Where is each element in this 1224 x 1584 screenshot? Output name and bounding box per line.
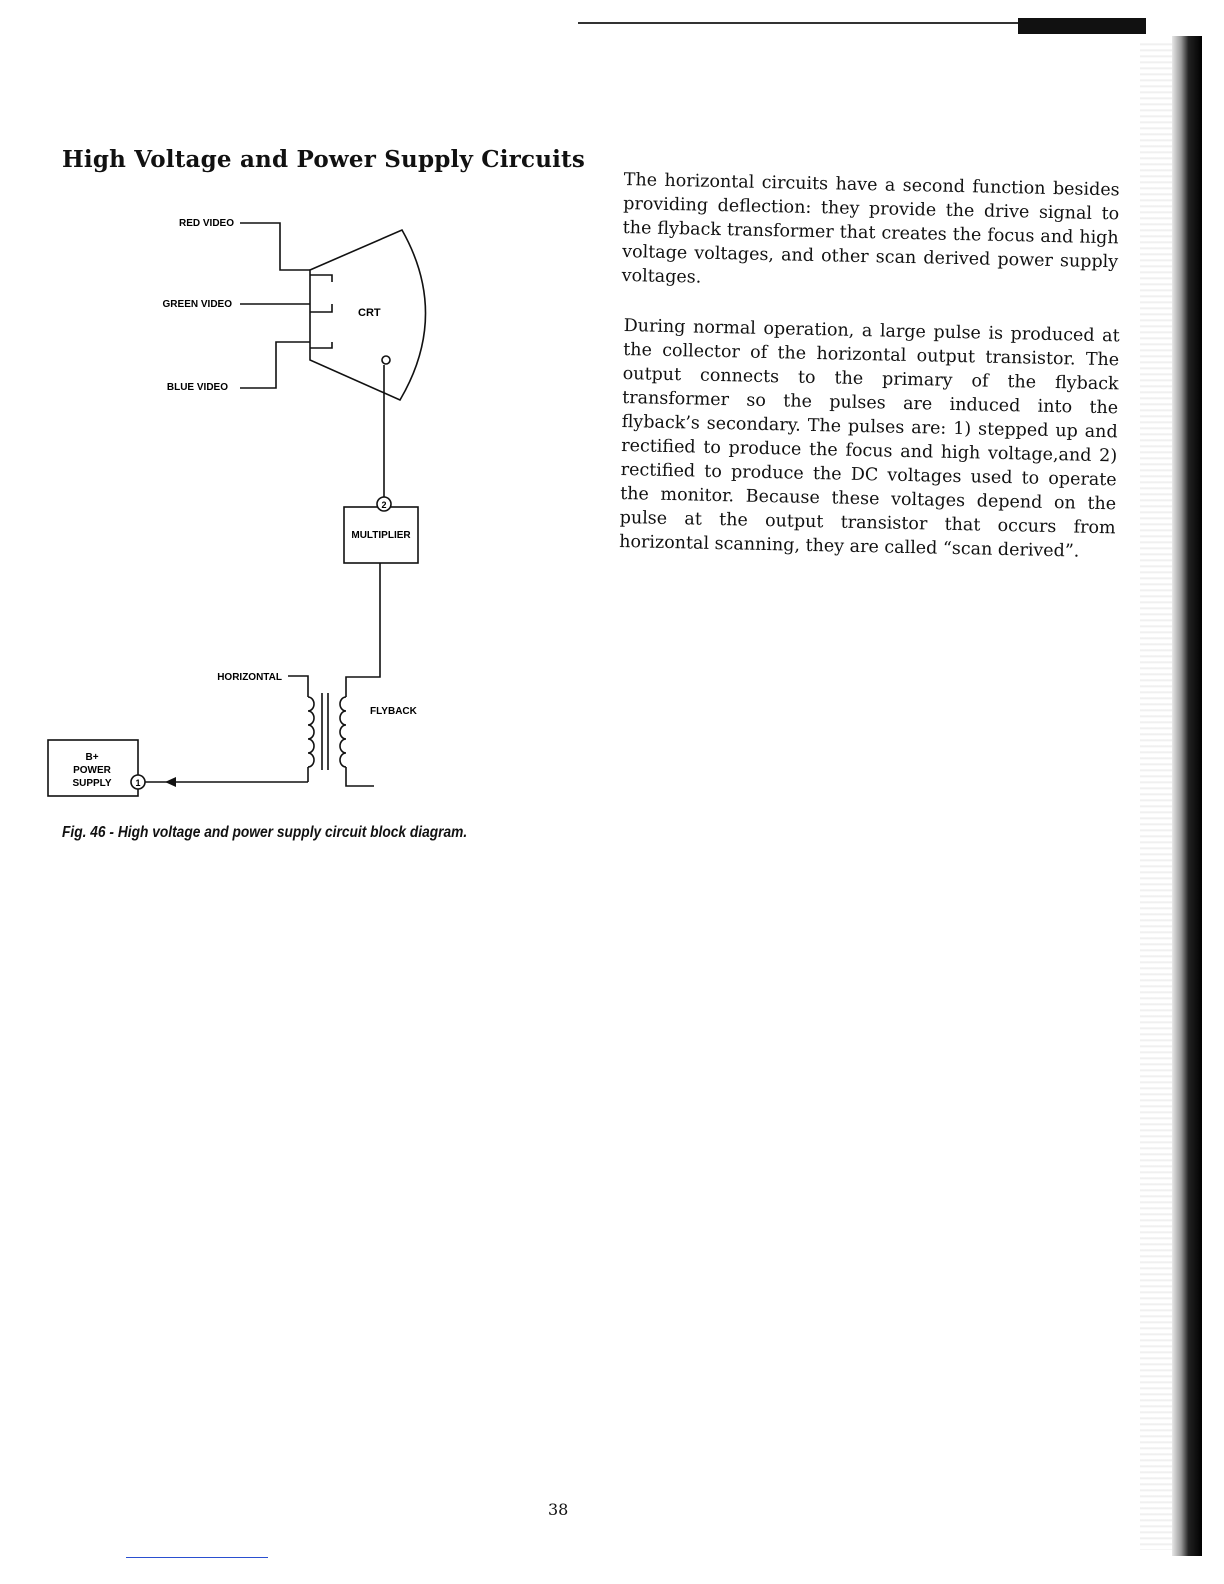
multiplier-marker: 2 [381,500,387,510]
red-video-label: RED VIDEO [178,218,234,229]
body-text-column [619,168,1120,580]
red-video-line [240,223,310,270]
bottom-rule [126,1557,268,1558]
power-supply-marker: 1 [135,778,141,788]
page-number: 38 [548,1500,569,1519]
secondary-lead-bottom [346,767,374,786]
page-edge-shadow [1140,40,1174,1550]
crt-pin-green [310,304,332,312]
crt-pin-red [310,275,332,282]
flyback-primary-coil [308,697,314,767]
flyback-secondary-coil [340,697,346,767]
header-bar [1018,18,1146,34]
figure-caption: Fig. 46 - High voltage and power supply circuit block diagram. [62,824,468,841]
circuit-diagram [40,200,560,810]
blue-video-line [240,342,310,388]
flyback-core [322,693,328,770]
blue-video-label: BLUE VIDEO [166,382,228,393]
section-title: High Voltage and Power Supply Circuits [62,146,586,173]
power-supply-label-line3: SUPPLY [72,778,112,789]
anode-cap [382,356,390,364]
flyback-label: FLYBACK [370,706,417,717]
crt-pin-blue [310,342,332,348]
power-supply-label-line2: POWER [73,765,111,776]
body-paragraph: During normal operation, a large pulse is produced at the collector of the horizontal output transistor. The output connects to the primary of the flyback transformer so the pulses are induced into the flyback’s secondary. The pulses are: 1) stepped up and rectified to produce the focus and high voltage,and 2) rectified to produce the DC voltages used to operate the monitor. Because these voltages depend on the pulse at the output transistor that occurs from horizontal scanning, they are called “scan derived”. [619,315,1120,562]
horizontal-line [288,676,308,697]
circuit-diagram-svg [40,200,560,810]
crt-label: CRT [358,307,381,319]
green-video-label: GREEN VIDEO [162,299,232,310]
power-supply-arrow [165,777,176,787]
body-paragraph: The horizontal circuits have a second function besides providing deflection: they provide the drive signal to the flyback transformer that creates the focus and high voltage voltages, and other scan derived power supply voltages. [621,169,1120,288]
multiplier-to-flyback-line [346,563,380,697]
power-supply-label-line1: B+ [85,752,99,763]
horizontal-label: HORIZONTAL [217,672,282,683]
header-rule [578,22,1018,24]
page-edge-dark [1172,36,1202,1556]
multiplier-label: MULTIPLIER [351,530,411,541]
